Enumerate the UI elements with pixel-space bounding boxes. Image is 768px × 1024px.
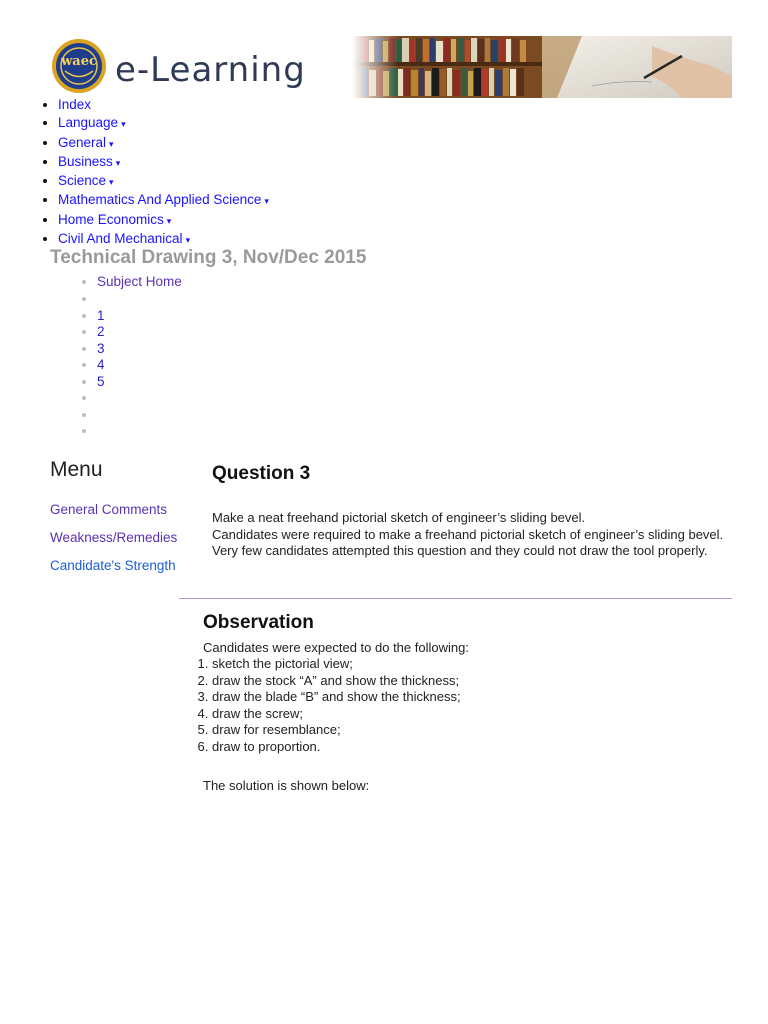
- subnav-item-page: [97, 357, 182, 374]
- menu-item-candidates-strength[interactable]: Candidate's Strength: [50, 558, 176, 573]
- chevron-down-icon[interactable]: ▾: [109, 138, 114, 149]
- nav-item-mathematics: [58, 191, 269, 210]
- nav-link-science[interactable]: Science: [58, 173, 107, 189]
- main-nav: [30, 96, 269, 249]
- nav-item-science: [58, 172, 269, 191]
- subnav-item-home: [97, 272, 182, 291]
- solution-text: The solution is shown below:: [203, 778, 370, 793]
- nav-link-index[interactable]: Index: [58, 97, 92, 112]
- question-prompt: Make a neat freehand pictorial sketch of engineer’s sliding bevel.: [212, 510, 586, 525]
- subnav-item-empty: [97, 291, 182, 308]
- observation-steps: [180, 656, 461, 755]
- chevron-down-icon[interactable]: ▾: [166, 215, 172, 226]
- subnav-item-page: [97, 341, 182, 358]
- observation-intro: Candidates were expected to do the following:: [203, 640, 469, 655]
- menu-title: Menu: [50, 458, 103, 481]
- question-title: Question 3: [212, 463, 311, 484]
- list-item: 2. draw the stock “A” and show the thickness;: [212, 673, 461, 690]
- subject-home-link[interactable]: Subject Home: [97, 274, 182, 289]
- chevron-down-icon[interactable]: ▾: [121, 119, 126, 130]
- page-title: Technical Drawing 3, Nov/Dec 2015: [50, 247, 367, 268]
- nav-item-home-economics: [58, 211, 269, 230]
- subnav-item-page: [97, 324, 182, 341]
- logo-text-top: waec: [61, 54, 97, 69]
- nav-link-civil-mechanical[interactable]: Civil And Mechanical: [58, 231, 183, 247]
- nav-item-index: [58, 96, 269, 114]
- chevron-down-icon[interactable]: ▾: [109, 177, 114, 188]
- question-requirement: Candidates were required to make a freehand pictorial sketch of engineer’s sliding bevel. Very few candidates attempted this question and they could not draw the tool properly.: [212, 526, 724, 558]
- page-link-4[interactable]: 4: [97, 357, 105, 372]
- subnav-item-page: [97, 308, 182, 325]
- nav-item-general: [58, 134, 269, 153]
- nav-item-business: [58, 153, 269, 172]
- side-menu: [50, 496, 177, 580]
- subnav-item-empty: [97, 423, 182, 440]
- page-link-1[interactable]: 1: [97, 307, 105, 323]
- brand-title[interactable]: e-Learning: [115, 50, 306, 90]
- nav-link-business[interactable]: Business: [58, 153, 113, 169]
- observation-title: Observation: [203, 612, 314, 633]
- menu-item-general-comments[interactable]: General Comments: [50, 502, 168, 517]
- list-item: 1. sketch the pictorial view;: [212, 656, 461, 673]
- page-link-5[interactable]: 5: [97, 373, 105, 389]
- menu-item-weakness-remedies[interactable]: Weakness/Remedies: [50, 530, 178, 545]
- chevron-down-icon[interactable]: ▾: [115, 157, 121, 168]
- section-divider: [179, 598, 732, 599]
- subnav-item-empty: [97, 390, 182, 407]
- page-link-2[interactable]: 2: [97, 324, 105, 339]
- nav-link-language[interactable]: Language: [58, 115, 119, 131]
- subnav-item-page: [97, 374, 182, 391]
- nav-link-general[interactable]: General: [58, 134, 107, 150]
- banner-image: [352, 36, 732, 98]
- question-body: [212, 510, 732, 560]
- subject-nav: [68, 272, 182, 440]
- page-link-3[interactable]: 3: [97, 340, 105, 356]
- waec-logo[interactable]: [51, 38, 107, 94]
- nav-link-mathematics[interactable]: Mathematics And Applied Science: [58, 192, 262, 208]
- list-item: 6. draw to proportion.: [212, 739, 461, 756]
- nav-link-home-economics[interactable]: Home Economics: [58, 211, 164, 227]
- list-item: 5. draw for resemblance;: [212, 722, 461, 739]
- list-item: 4. draw the screw;: [212, 706, 461, 723]
- nav-item-language: [58, 114, 269, 133]
- chevron-down-icon[interactable]: ▾: [264, 196, 269, 207]
- subnav-item-empty: [97, 407, 182, 424]
- list-item: 3. draw the blade “B” and show the thickness;: [212, 689, 461, 706]
- chevron-down-icon[interactable]: ▾: [185, 235, 191, 246]
